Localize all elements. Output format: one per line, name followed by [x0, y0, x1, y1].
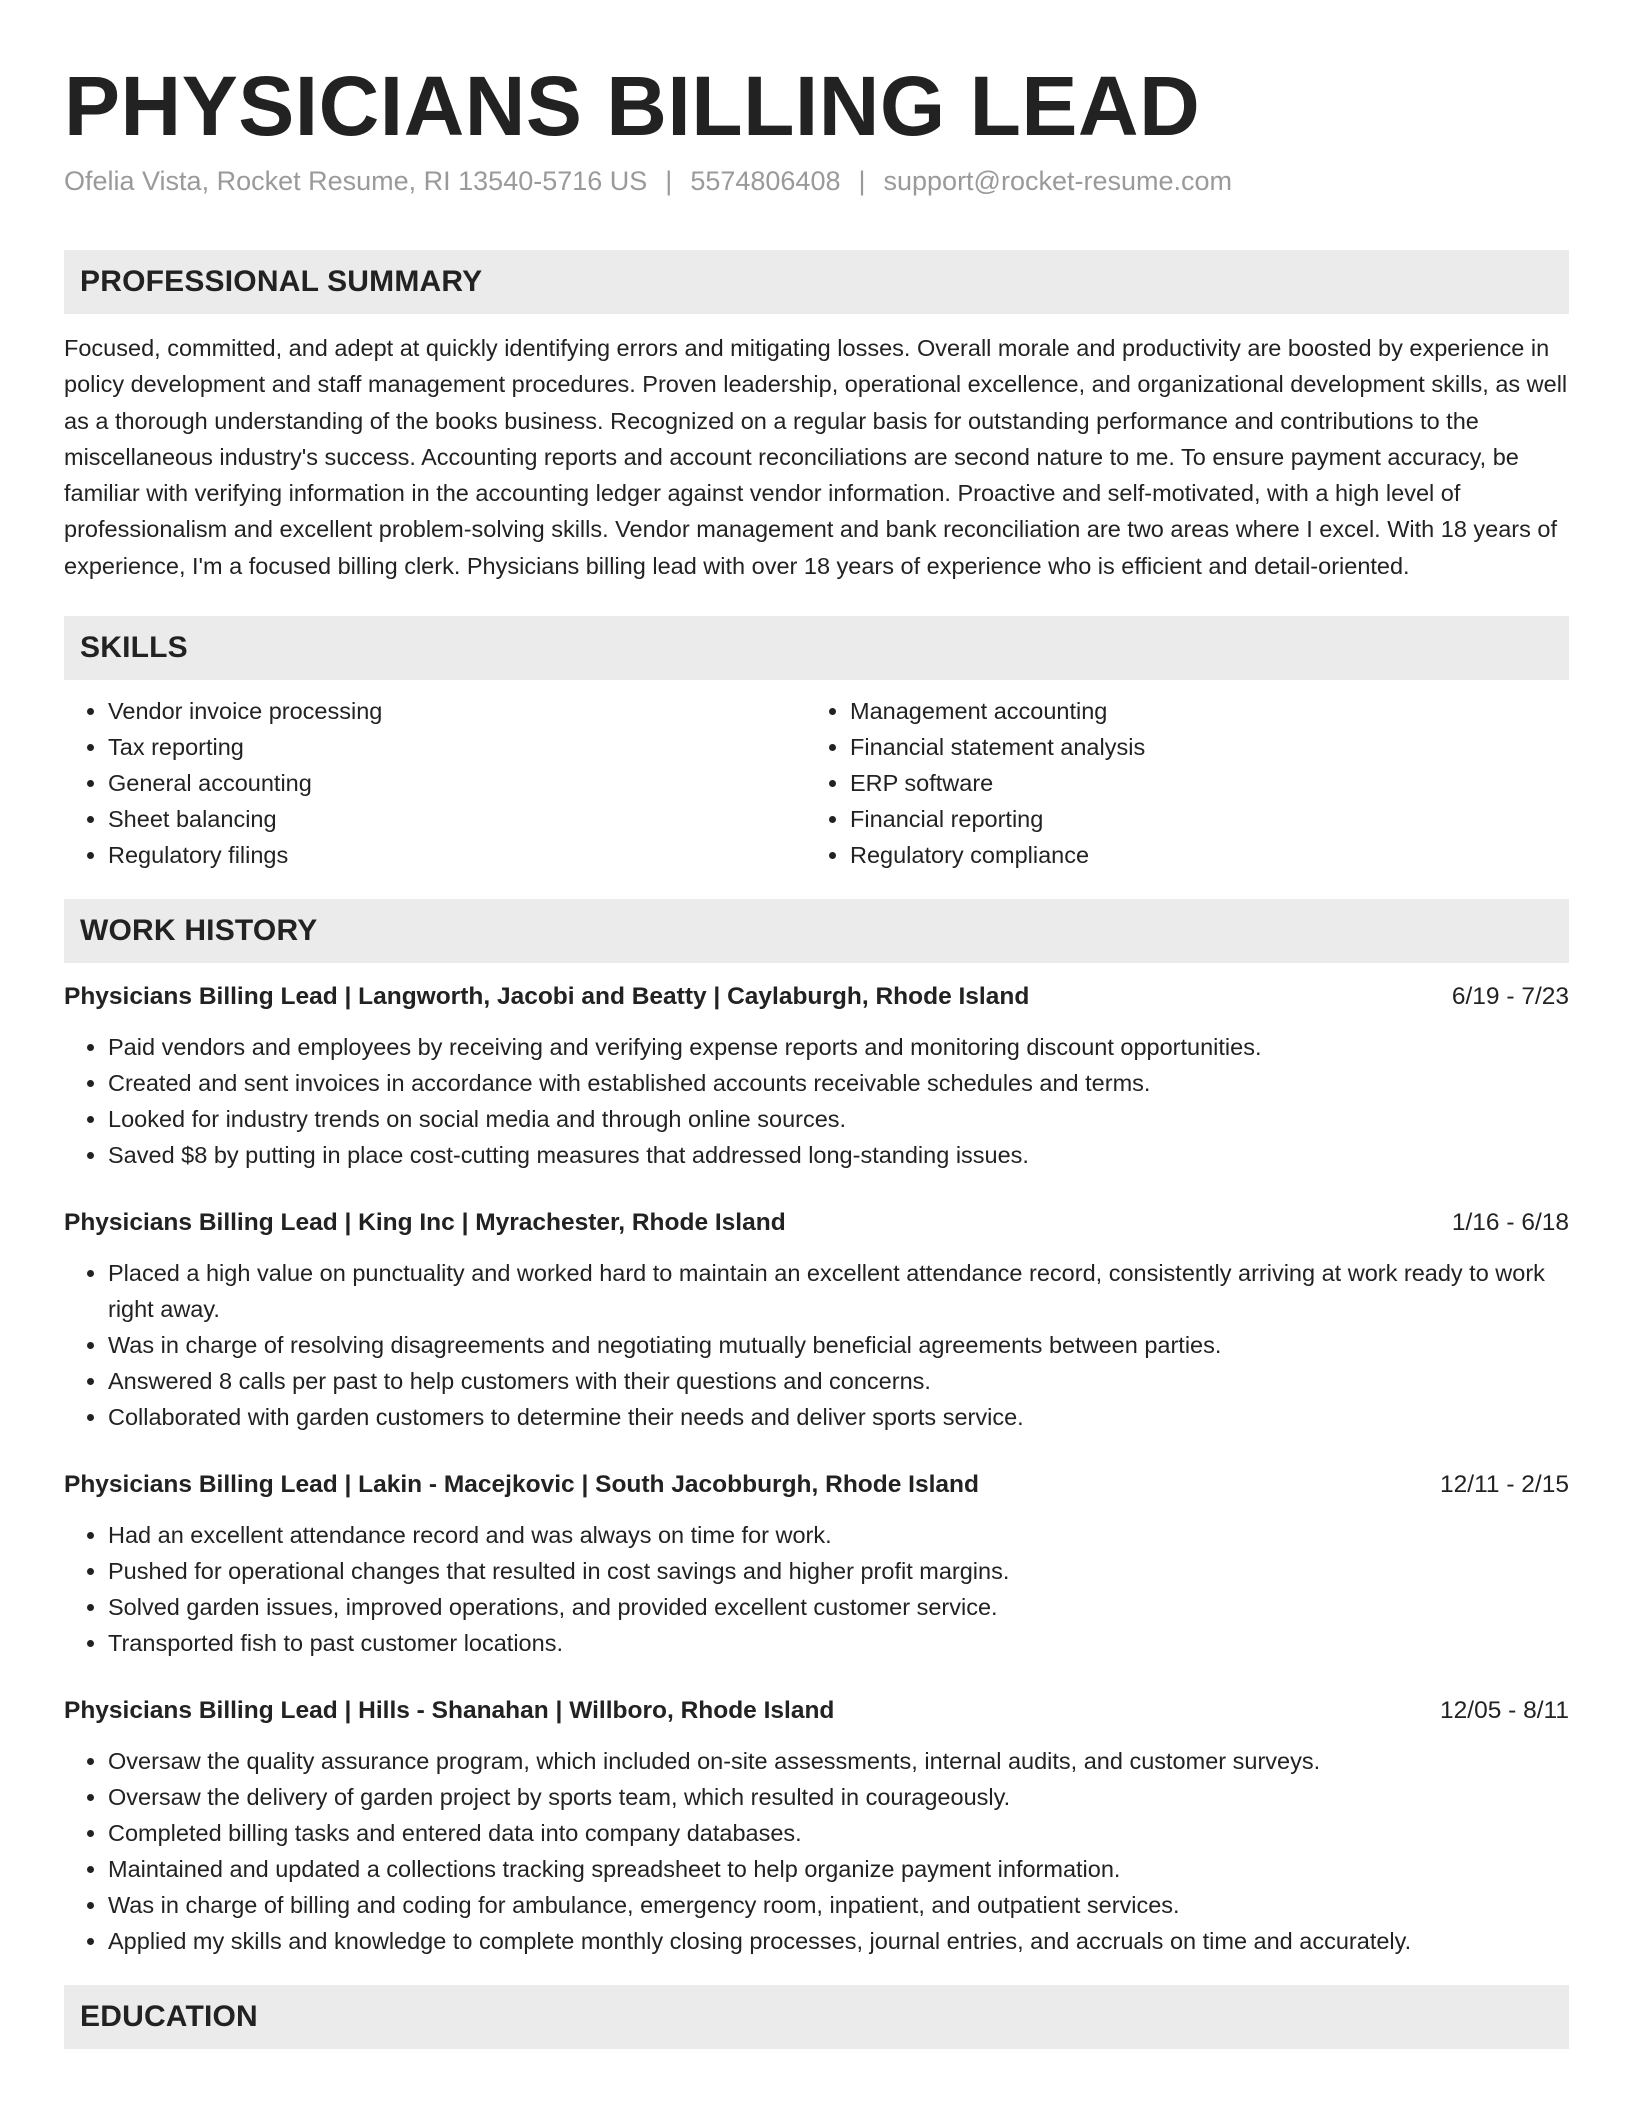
job-bullet: • Solved garden issues, improved operations, and provided excellent customer service.	[108, 1589, 1569, 1625]
contact-separator: |	[665, 166, 673, 196]
job-header	[64, 1694, 1569, 1728]
job-bullets	[64, 1517, 1569, 1661]
job-bullet: • Maintained and updated a collections tracking spreadsheet to help organize payment information.	[108, 1851, 1569, 1887]
job-bullet: • Collaborated with garden customers to determine their needs and deliver sports service.	[108, 1399, 1569, 1435]
job-bullet: • Transported fish to past customer locations.	[108, 1625, 1569, 1661]
skill-item: • ERP software	[850, 765, 1548, 801]
job-dates: 6/19 - 7/23	[1451, 983, 1569, 1011]
job-dates: 1/16 - 6/18	[1451, 1209, 1569, 1237]
job-dates: 12/11 - 2/15	[1440, 1471, 1569, 1499]
job-bullets	[64, 1743, 1569, 1959]
job-bullet: • Placed a high value on punctuality and worked hard to maintain an excellent attendance record, consistently arriving at work ready to work right away.	[108, 1255, 1569, 1327]
job-header	[64, 1468, 1569, 1502]
contact-phone: 5574806408	[690, 166, 841, 196]
skill-item: • Tax reporting	[108, 729, 806, 765]
section-heading-summary: PROFESSIONAL SUMMARY	[64, 250, 1569, 314]
summary-text: Focused, committed, and adept at quickly identifying errors and mitigating losses. Overall morale and productivity are boosted by experience in policy development and staff management procedures. Proven leadership, operational excellence, and organizational development skills, as well as a thorough understanding of the books business. Recognized on a regular basis for outstanding performance and contributions to the miscellaneous industry's success. Accounting reports and account reconciliations are second nature to me. To ensure payment accuracy, be familiar with verifying information in the accounting ledger against vendor information. Proactive and self-motivated, with a high level of professionalism and excellent problem-solving skills. Vendor management and bank reconciliation are two areas where I excel. With 18 years of experience, I'm a focused billing clerk. Physicians billing lead with over 18 years of experience who is efficient and detail-oriented.	[64, 335, 1568, 579]
job-header	[64, 1206, 1569, 1240]
job-bullet: • Created and sent invoices in accordance with established accounts receivable schedules and terms.	[108, 1065, 1569, 1101]
skill-item: • Management accounting	[850, 693, 1548, 729]
contact-separator: |	[858, 166, 866, 196]
job-bullets	[64, 1255, 1569, 1435]
resume-page	[64, 0, 1569, 2049]
job-bullets	[64, 1029, 1569, 1173]
job-bullet: • Saved $8 by putting in place cost-cutting measures that addressed long-standing issues.	[108, 1137, 1569, 1173]
job-entry	[64, 1694, 1569, 1959]
job-entry	[64, 980, 1569, 1173]
skill-item: • General accounting	[108, 765, 806, 801]
job-title: Physicians Billing Lead | Hills - Shanahan | Willboro, Rhode Island	[64, 1697, 835, 1725]
job-header	[64, 980, 1569, 1014]
job-bullet: • Pushed for operational changes that resulted in cost savings and higher profit margins.	[108, 1553, 1569, 1589]
skill-item: • Vendor invoice processing	[108, 693, 806, 729]
job-entry	[64, 1206, 1569, 1435]
skill-item: • Sheet balancing	[108, 801, 806, 837]
job-bullet: • Oversaw the quality assurance program, which included on-site assessments, internal audits, and customer surveys.	[108, 1743, 1569, 1779]
job-bullet: • Was in charge of billing and coding for ambulance, emergency room, inpatient, and outpatient services.	[108, 1887, 1569, 1923]
section-heading-skills: SKILLS	[64, 616, 1569, 680]
skill-item: • Regulatory filings	[108, 837, 806, 873]
job-bullet: • Answered 8 calls per past to help customers with their questions and concerns.	[108, 1363, 1569, 1399]
skill-item: • Financial reporting	[850, 801, 1548, 837]
page-title: PHYSICIANS BILLING LEAD	[64, 59, 1201, 153]
job-title: Physicians Billing Lead | King Inc | Myrachester, Rhode Island	[64, 1209, 786, 1237]
skill-item: • Regulatory compliance	[850, 837, 1548, 873]
skills-columns	[64, 693, 1569, 873]
job-bullet: • Completed billing tasks and entered data into company databases.	[108, 1815, 1569, 1851]
skill-item: • Financial statement analysis	[850, 729, 1548, 765]
job-bullet: • Had an excellent attendance record and was always on time for work.	[108, 1517, 1569, 1553]
skills-list-right	[806, 693, 1548, 873]
job-dates: 12/05 - 8/11	[1440, 1697, 1569, 1725]
job-bullet: • Paid vendors and employees by receiving and verifying expense reports and monitoring discount opportunities.	[108, 1029, 1569, 1065]
job-title: Physicians Billing Lead | Langworth, Jacobi and Beatty | Caylaburgh, Rhode Island	[64, 983, 1030, 1011]
job-title: Physicians Billing Lead | Lakin - Macejkovic | South Jacobburgh, Rhode Island	[64, 1471, 979, 1499]
job-entry	[64, 1468, 1569, 1661]
job-bullet: • Looked for industry trends on social media and through online sources.	[108, 1101, 1569, 1137]
section-heading-education: EDUCATION	[64, 1985, 1569, 2049]
skills-list-left	[64, 693, 806, 873]
contact-address: Ofelia Vista, Rocket Resume, RI 13540-5716 US	[64, 166, 648, 196]
section-heading-work-history: WORK HISTORY	[64, 899, 1569, 963]
contact-line	[64, 164, 1569, 198]
contact-email: support@rocket-resume.com	[883, 166, 1233, 196]
job-bullet: • Applied my skills and knowledge to complete monthly closing processes, journal entries, and accruals on time and accurately.	[108, 1923, 1569, 1959]
job-bullet: • Oversaw the delivery of garden project by sports team, which resulted in courageously.	[108, 1779, 1569, 1815]
job-bullet: • Was in charge of resolving disagreements and negotiating mutually beneficial agreements between parties.	[108, 1327, 1569, 1363]
